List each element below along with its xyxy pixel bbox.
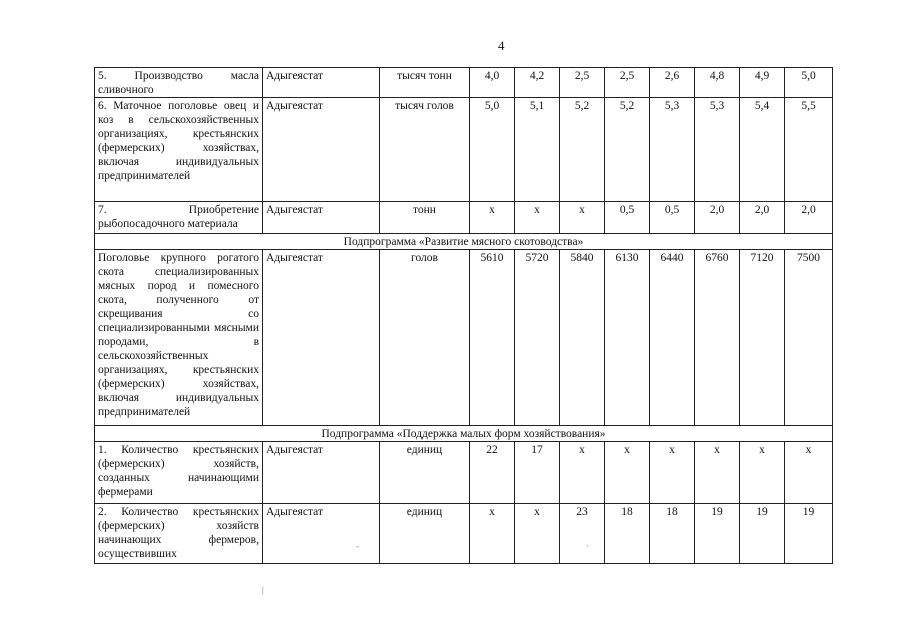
indicator-cell: 1. Количество крестьянских (фермерских) хозяйств, созданных начинающими фермерами	[95, 442, 263, 504]
value-cell: 23	[560, 504, 605, 564]
source-cell: Адыгеястат	[263, 504, 380, 564]
value-cell: х	[470, 202, 515, 234]
scan-mark: |	[262, 585, 264, 595]
value-cell: 7120	[740, 250, 785, 426]
source-cell: Адыгеястат	[263, 202, 380, 234]
page-number: 4	[498, 38, 505, 53]
value-cell: 4,8	[695, 68, 740, 98]
subprogram-title: Подпрограмма «Поддержка малых форм хозяйствования»	[95, 426, 833, 442]
value-cell: 19	[695, 504, 740, 564]
value-cell: 2,0	[695, 202, 740, 234]
unit-cell: тонн	[380, 202, 470, 234]
indicator-cell: 5. Производство масла сливочного	[95, 68, 263, 98]
value-cell: 5,3	[650, 98, 695, 202]
value-cell: 0,5	[650, 202, 695, 234]
value-cell: 2,6	[650, 68, 695, 98]
source-cell: Адыгеястат	[263, 442, 380, 504]
value-cell: 2,5	[560, 68, 605, 98]
value-cell: 18	[650, 504, 695, 564]
value-cell: 4,0	[470, 68, 515, 98]
value-cell: х	[515, 202, 560, 234]
source-cell: Адыгеястат	[263, 250, 380, 426]
indicators-table	[94, 67, 833, 564]
table-row	[95, 250, 833, 426]
unit-cell: тысяч голов	[380, 98, 470, 202]
value-cell: х	[470, 504, 515, 564]
value-cell: 5,5	[785, 98, 833, 202]
value-cell: х	[695, 442, 740, 504]
unit-cell: голов	[380, 250, 470, 426]
value-cell: 5,0	[470, 98, 515, 202]
value-cell: 5,2	[605, 98, 650, 202]
value-cell: 5840	[560, 250, 605, 426]
table-row	[95, 68, 833, 98]
value-cell: х	[515, 504, 560, 564]
source-cell: Адыгеястат	[263, 68, 380, 98]
value-cell: 19	[740, 504, 785, 564]
scan-mark: ·	[586, 541, 589, 551]
value-cell: 17	[515, 442, 560, 504]
value-cell: 18	[605, 504, 650, 564]
section-row	[95, 426, 833, 442]
indicator-cell: 2. Количество крестьянских (фермерских) хозяйств начинающих фермеров, осуществивших	[95, 504, 263, 564]
subprogram-title: Подпрограмма «Развитие мясного скотоводства»	[95, 234, 833, 250]
value-cell: х	[740, 442, 785, 504]
source-cell: Адыгеястат	[263, 98, 380, 202]
value-cell: 5,4	[740, 98, 785, 202]
unit-cell: тысяч тонн	[380, 68, 470, 98]
value-cell: х	[785, 442, 833, 504]
table-row	[95, 504, 833, 564]
value-cell: 19	[785, 504, 833, 564]
table-row	[95, 98, 833, 202]
value-cell: 2,0	[785, 202, 833, 234]
value-cell: 4,9	[740, 68, 785, 98]
indicator-cell: 6. Маточное поголовье овец и коз в сельскохозяйственных организациях, крестьянских (фермерских) хозяйствах, включая индивидуальных предпринимателей	[95, 98, 263, 202]
value-cell: 6440	[650, 250, 695, 426]
value-cell: 5610	[470, 250, 515, 426]
value-cell: 5,1	[515, 98, 560, 202]
value-cell: 6760	[695, 250, 740, 426]
value-cell: х	[560, 442, 605, 504]
unit-cell: единиц	[380, 504, 470, 564]
value-cell: х	[605, 442, 650, 504]
indicator-cell: Поголовье крупного рогатого скота специализированных мясных пород и помесного скота, полученного от скрещивания со специализированными мясными породами, в сельскохозяйственных организациях, крестьянских (фермерских) хозяйствах, включая индивидуальных предпринимателей	[95, 250, 263, 426]
table-row	[95, 442, 833, 504]
value-cell: 5,0	[785, 68, 833, 98]
value-cell: х	[650, 442, 695, 504]
value-cell: х	[560, 202, 605, 234]
value-cell: 5,2	[560, 98, 605, 202]
scan-mark: -	[356, 541, 359, 551]
value-cell: 7500	[785, 250, 833, 426]
unit-cell: единиц	[380, 442, 470, 504]
section-row	[95, 234, 833, 250]
value-cell: 5,3	[695, 98, 740, 202]
value-cell: 6130	[605, 250, 650, 426]
indicator-cell: 7. Приобретение рыбопосадочного материала	[95, 202, 263, 234]
value-cell: 2,0	[740, 202, 785, 234]
value-cell: 4,2	[515, 68, 560, 98]
value-cell: 2,5	[605, 68, 650, 98]
value-cell: 22	[470, 442, 515, 504]
table-row	[95, 202, 833, 234]
value-cell: 5720	[515, 250, 560, 426]
value-cell: 0,5	[605, 202, 650, 234]
